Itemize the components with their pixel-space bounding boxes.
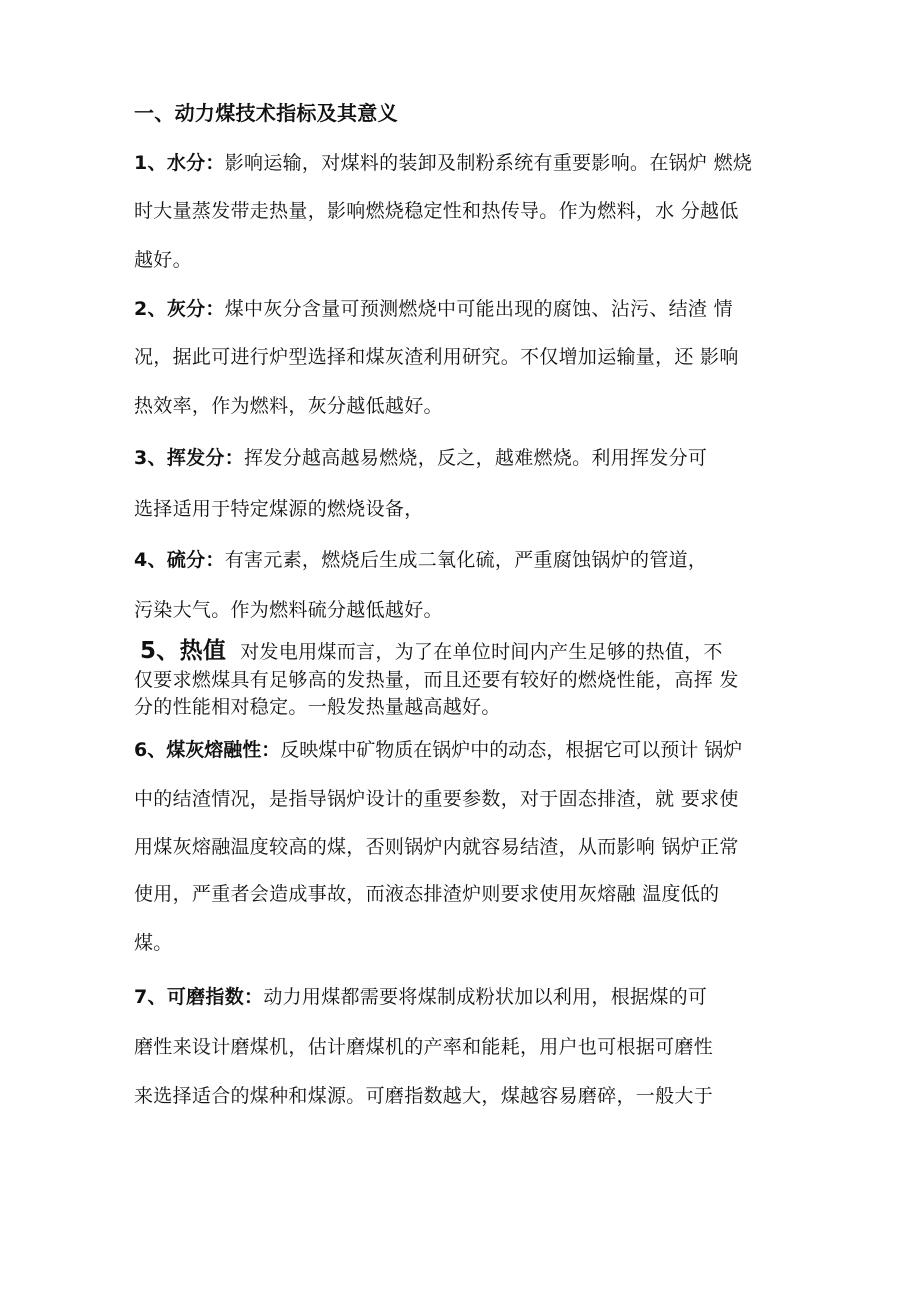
- section-sulfur-line-1: [134, 548, 707, 572]
- section-text: 影响运输，对煤料的装卸及制粉系统有重要影响。在锅炉 燃烧: [224, 152, 753, 174]
- section-ash-line-1: [134, 297, 733, 321]
- section-volatile-line-1: [134, 446, 707, 470]
- section-label: 7、可磨指数：: [134, 986, 264, 1008]
- section-grindability-line-3: 来选择适合的煤种和煤源。可磨指数越大，煤越容易磨碎，一般大于: [134, 1085, 714, 1107]
- section-label: 5、热值: [140, 638, 227, 664]
- section-label: 6、煤灰熔融性：: [134, 739, 281, 761]
- section-label: 2、灰分：: [134, 298, 225, 320]
- page-title: 一、动力煤技术指标及其意义: [134, 101, 398, 125]
- section-ash-fusion-line-3: 用煤灰熔融温度较高的煤，否则锅炉内就容易结渣，从而影响 锅炉正常: [134, 836, 739, 858]
- section-heat-line-1: [132, 639, 723, 664]
- section-water-line-3: 越好。: [134, 249, 192, 271]
- section-water-line-1: [134, 151, 752, 175]
- section-ash-line-3: 热效率，作为燃料，灰分越低越好。: [134, 395, 443, 417]
- section-ash-line-2: 况，据此可进行炉型选择和煤灰渣利用研究。不仅增加运输量，还 影响: [134, 346, 739, 368]
- section-volatile-line-2: 选择适用于特定煤源的燃烧设备，: [134, 498, 424, 520]
- section-ash-fusion-line-1: [134, 738, 742, 762]
- section-grindability-line-1: [134, 985, 707, 1009]
- section-ash-fusion-line-2: 中的结渣情况，是指导锅炉设计的重要参数，对于固态排渣，就 要求使: [134, 788, 739, 810]
- section-label: 1、水分：: [134, 152, 225, 174]
- section-heat-line-3: 分的性能相对稳定。一般发热量越高越好。: [134, 696, 501, 718]
- section-grindability-line-2: 磨性来设计磨煤机，估计磨煤机的产率和能耗，用户也可根据可磨性: [134, 1036, 714, 1058]
- section-ash-fusion-line-4: 使用，严重者会造成事故，而液态排渣炉则要求使用灰熔融 温度低的: [134, 883, 720, 905]
- section-text: 动力用煤都需要将煤制成粉状加以利用，根据煤的可: [263, 986, 708, 1008]
- section-text: 对发电用煤而言，为了在单位时间内产生足够的热值，不: [240, 641, 723, 663]
- section-ash-fusion-line-5: 煤。: [134, 932, 173, 954]
- section-label: 4、硫分：: [134, 549, 225, 571]
- section-text: 煤中灰分含量可预测燃烧中可能出现的腐蚀、沾污、结渣 情: [224, 298, 733, 320]
- section-water-line-2: 时大量蒸发带走热量，影响燃烧稳定性和热传导。作为燃料，水 分越低: [134, 200, 739, 222]
- section-heat-line-2: 仅要求燃煤具有足够高的发热量，而且还要有较好的燃烧性能，高挥 发: [134, 669, 739, 691]
- section-text: 反映煤中矿物质在锅炉中的动态，根据它可以预计 锅炉: [280, 739, 743, 761]
- section-text: 挥发分越高越易燃烧，反之，越难燃烧。利用挥发分可: [244, 447, 708, 469]
- section-label: 3、挥发分：: [134, 447, 245, 469]
- section-text: 有害元素，燃烧后生成二氧化硫，严重腐蚀锅炉的管道，: [224, 549, 708, 571]
- section-sulfur-line-2: 污染大气。作为燃料硫分越低越好。: [134, 599, 443, 621]
